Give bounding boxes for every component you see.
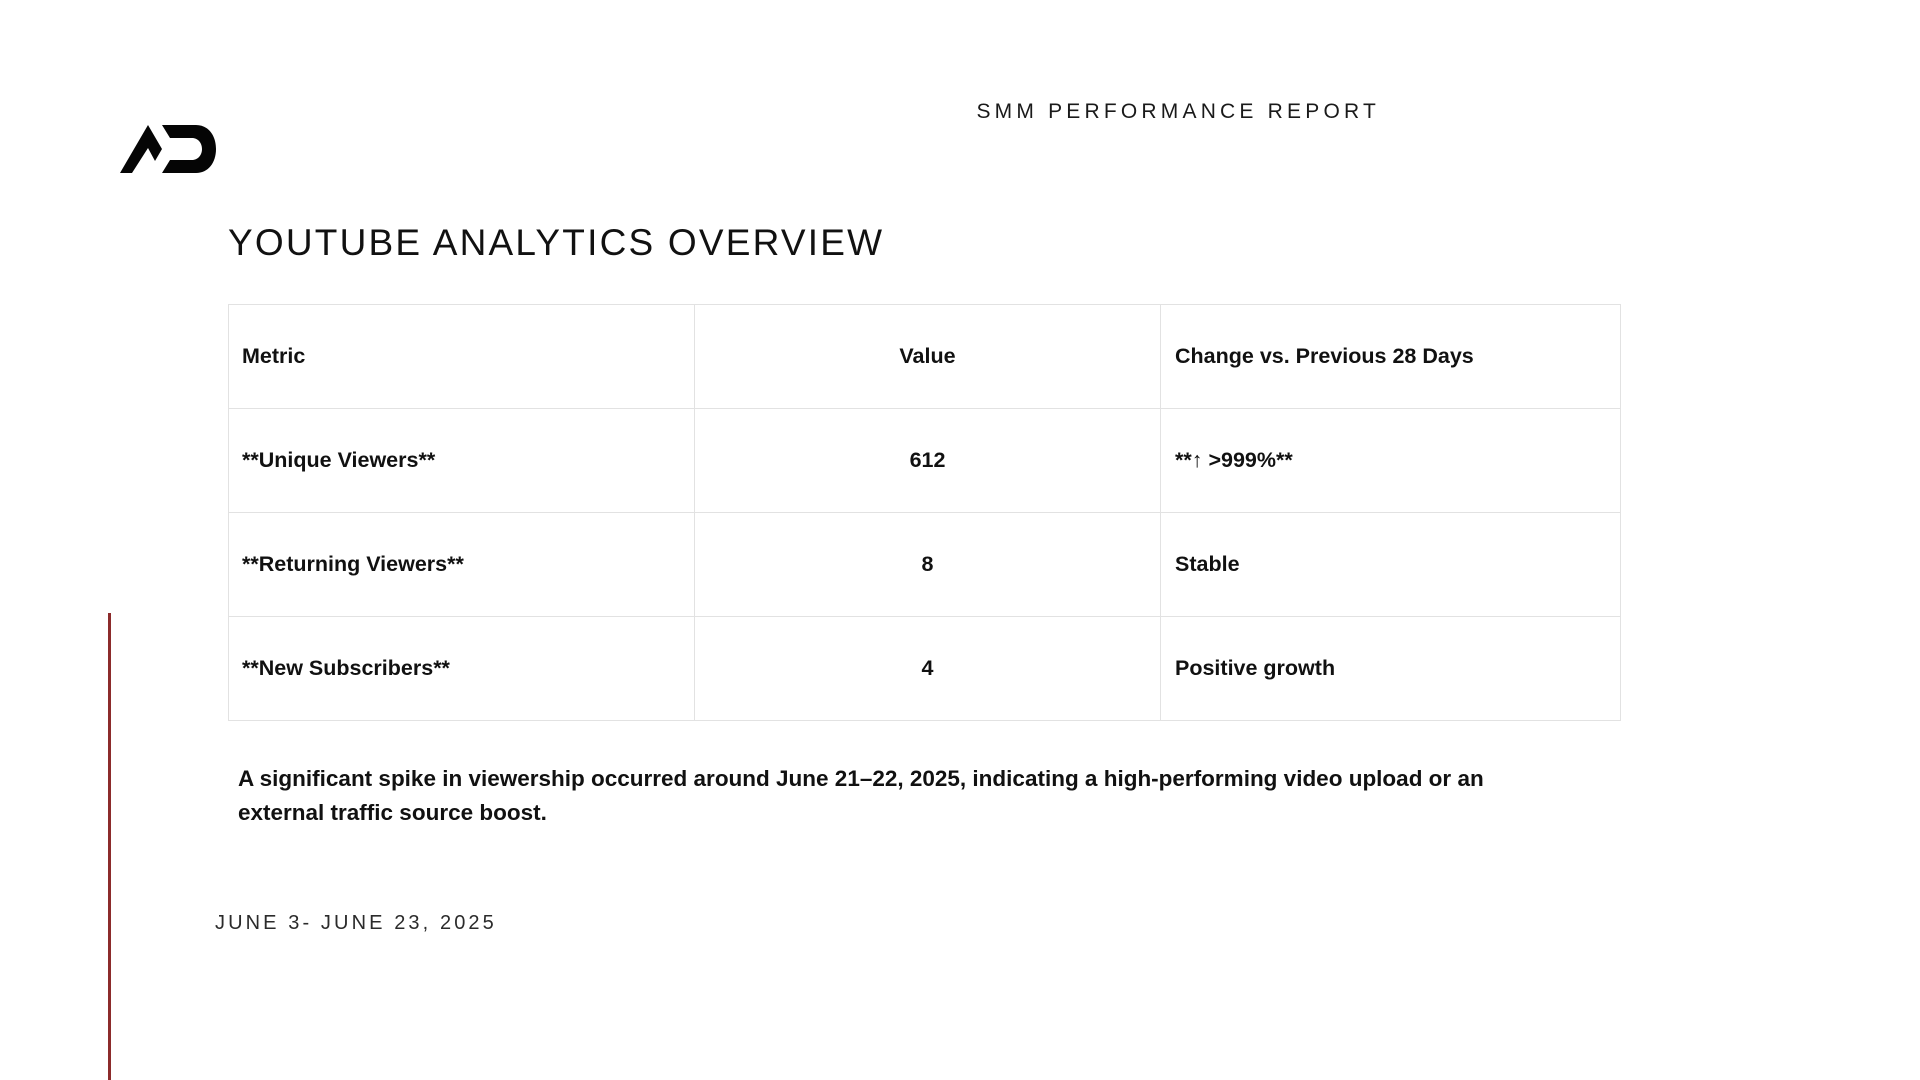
metrics-table [228,304,1621,721]
table-header-row [229,305,1621,409]
metrics-table-container [228,304,1620,721]
cell-metric: **Unique Viewers** [229,409,695,513]
column-header-change: Change vs. Previous 28 Days [1161,305,1621,409]
cell-change: Stable [1161,513,1621,617]
date-range-label: JUNE 3- JUNE 23, 2025 [215,912,497,934]
cell-value: 612 [695,409,1161,513]
cell-metric: **Returning Viewers** [229,513,695,617]
table-row [229,513,1621,617]
cell-value: 8 [695,513,1161,617]
left-accent-rule [108,613,111,1080]
cell-value: 4 [695,617,1161,721]
page-title: YOUTUBE ANALYTICS OVERVIEW [228,222,885,263]
column-header-metric: Metric [229,305,695,409]
column-header-value: Value [695,305,1161,409]
cell-change: Positive growth [1161,617,1621,721]
table-row [229,617,1621,721]
report-kicker: SMM PERFORMANCE REPORT [976,100,1380,123]
cell-metric: **New Subscribers** [229,617,695,721]
cell-change: **↑ >999%** [1161,409,1621,513]
brand-ao-logo-icon [118,118,218,176]
insight-text: A significant spike in viewership occurred around June 21–22, 2025, indicating a high-performing video upload or an external traffic source boost. [238,766,1484,826]
table-row [229,409,1621,513]
